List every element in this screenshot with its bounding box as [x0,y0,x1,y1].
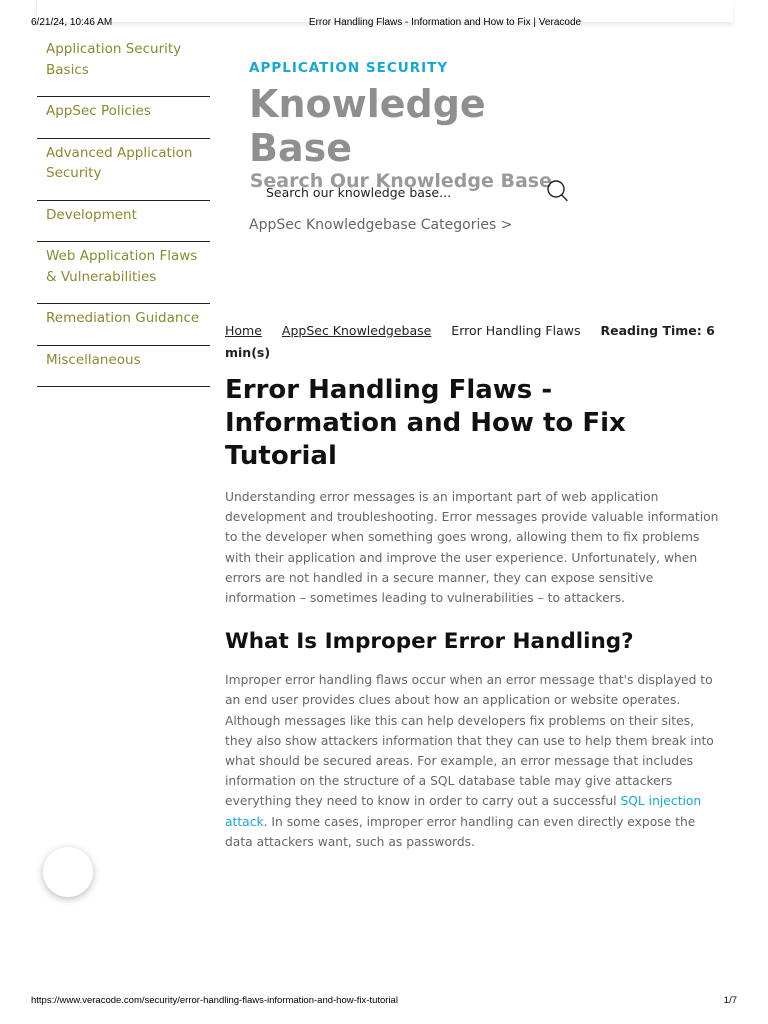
kb-search-input[interactable] [266,182,536,202]
sidebar-item-remediation-guidance[interactable]: Remediation Guidance [37,304,210,346]
print-url: https://www.veracode.com/security/error-handling-flaws-information-and-how-fix-tutorial [31,995,398,1006]
breadcrumb [225,320,721,364]
sidebar-nav [37,35,210,387]
section-text-after: . In some cases, improper error handling can even directly expose the data attackers want, such as passwords. [225,814,696,849]
sidebar-item-application-security-basics[interactable]: Application Security Basics [37,35,210,97]
kb-title: Knowledge Base [249,82,486,170]
sidebar-item-miscellaneous[interactable]: Miscellaneous [37,346,210,388]
sidebar-item-appsec-policies[interactable]: AppSec Policies [37,97,210,139]
section-text-before: Improper error handling flaws occur when an error message that's displayed to an end user provides clues about how an application or website operates. Although messages like this can help developers fix problems on their sites, they also show attackers information that they can use to help them break into what should be secured areas. For example, an error message that includes information on the structure of a SQL database table may give attackers everything they need to know in order to carry out a successful [225,673,714,809]
kb-search-box [266,178,572,206]
floating-action-button[interactable] [43,847,93,897]
section-paragraph [225,670,721,852]
knowledge-base-header [249,60,569,192]
sidebar-item-advanced-application-security[interactable]: Advanced Application Security [37,139,210,201]
breadcrumb-appsec-knowledgebase[interactable]: AppSec Knowledgebase [281,323,432,338]
search-icon[interactable] [545,179,569,203]
sidebar-item-web-application-flaws[interactable]: Web Application Flaws & Vulnerabilities [37,242,210,304]
print-page-number: 1/7 [723,995,737,1006]
kb-categories-link[interactable]: AppSec Knowledgebase Categories > [249,217,513,233]
kb-subtitle: Search Our Knowledge Base [249,170,552,192]
kb-eyebrow: APPLICATION SECURITY [249,60,449,76]
print-datetime: 6/21/24, 10:46 AM [31,17,113,28]
print-page-title: Error Handling Flaws - Information and How to Fix | Veracode [308,17,582,28]
sidebar-item-development[interactable]: Development [37,201,210,243]
print-footer [0,995,768,1009]
article-intro: Understanding error messages is an important part of web application development and troubleshooting. Error messages provide valuable information to the developer when something goes wrong, allowing them to fix problems with their application and improve the user experience. Unfortunately, when errors are not handled in a secure manner, they can expose sensitive information – sometimes leading to vulnerabilities – to attackers. [225,490,719,606]
breadcrumb-current: Error Handling Flaws [451,323,581,338]
print-header [0,17,768,31]
article-content [225,320,721,852]
article-title: Error Handling Flaws - Information and How to Fix Tutorial [225,375,626,471]
section-title: What Is Improper Error Handling? [225,629,634,655]
sql-injection-link[interactable]: SQL injection attack [225,794,702,829]
breadcrumb-home[interactable]: Home [225,323,262,338]
reading-time: Reading Time: 6 min(s) [225,323,715,360]
